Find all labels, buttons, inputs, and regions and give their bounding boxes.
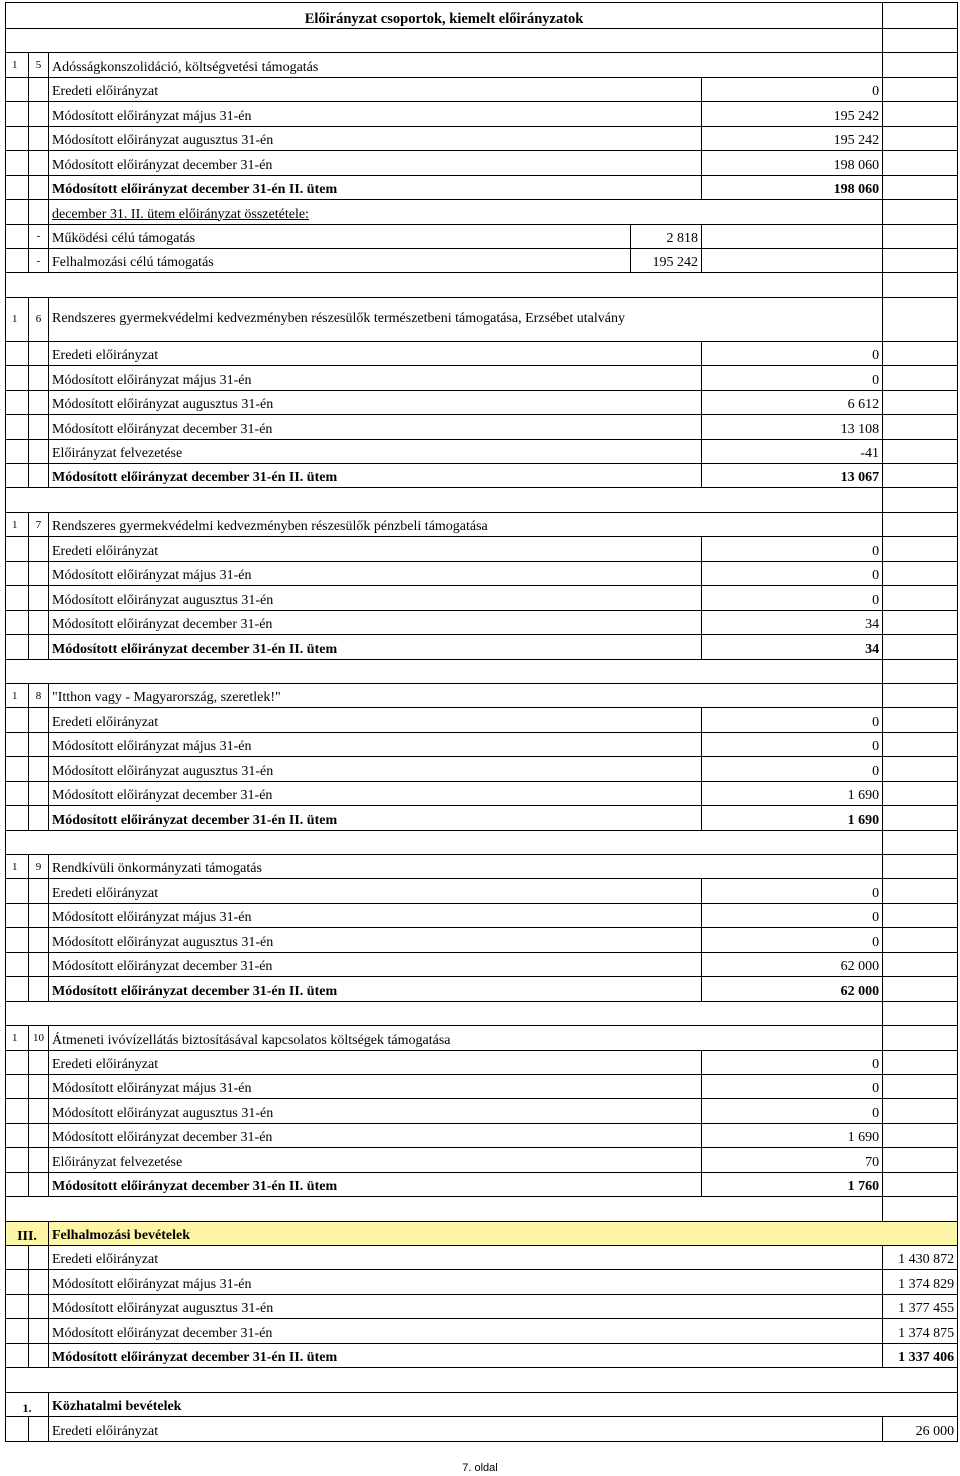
table-row — [6, 708, 958, 732]
table-row — [6, 224, 958, 248]
row-label: Módosított előirányzat december 31-én — [49, 1319, 883, 1343]
dash: - — [29, 248, 49, 272]
section-title: Rendkívüli önkormányzati támogatás — [49, 855, 883, 879]
row-value: 0 — [702, 928, 883, 952]
table-row — [6, 1270, 958, 1294]
header-row — [6, 3, 958, 29]
spacer-row — [6, 488, 958, 512]
row-value: -41 — [702, 439, 883, 463]
row-label: Eredeti előirányzat — [49, 537, 702, 561]
chapter-title: Felhalmozási bevételek — [49, 1221, 958, 1245]
row-value: 0 — [702, 586, 883, 610]
table-row — [6, 952, 958, 976]
row-value: 0 — [702, 537, 883, 561]
table-row — [6, 1246, 958, 1270]
row-label: Eredeti előirányzat — [49, 1246, 883, 1270]
row-value: 198 060 — [702, 151, 883, 175]
row-value: 6 612 — [702, 390, 883, 414]
row-label: Módosított előirányzat május 31-én — [49, 732, 702, 756]
table-row — [6, 415, 958, 439]
row-label: Eredeti előirányzat — [49, 879, 702, 903]
table-row — [6, 366, 958, 390]
table-row — [6, 248, 958, 272]
row-label: Eredeti előirányzat — [49, 341, 702, 365]
total-row — [6, 1172, 958, 1196]
table-row — [6, 561, 958, 585]
row-value: 0 — [702, 1074, 883, 1098]
row-value: 0 — [702, 561, 883, 585]
section-title-row — [6, 855, 958, 879]
table-row — [6, 1294, 958, 1318]
row-label: Módosított előirányzat augusztus 31-én — [49, 928, 702, 952]
item-number: 5 — [29, 53, 49, 77]
page-number: 7. oldal — [462, 1462, 498, 1474]
row-value: 1 377 455 — [883, 1294, 958, 1318]
appropriations-table — [5, 2, 958, 1442]
row-value: 13 108 — [702, 415, 883, 439]
row-value: 34 — [702, 635, 883, 659]
table-row — [6, 1050, 958, 1074]
row-label: Módosított előirányzat május 31-én — [49, 1074, 702, 1098]
row-label: Módosított előirányzat december 31-én — [49, 781, 702, 805]
item-number: 9 — [29, 855, 49, 879]
table-row — [6, 879, 958, 903]
row-label: Módosított előirányzat december 31-én II. ütem — [49, 464, 702, 488]
table-row — [6, 732, 958, 756]
group-number: 1 — [6, 683, 29, 707]
row-label: Módosított előirányzat augusztus 31-én — [49, 757, 702, 781]
row-value: 62 000 — [702, 977, 883, 1001]
row-label: Módosított előirányzat május 31-én — [49, 903, 702, 927]
row-label: Módosított előirányzat augusztus 31-én — [49, 1099, 702, 1123]
composition-row — [6, 200, 958, 224]
row-value: 0 — [702, 757, 883, 781]
subchapter-title: Közhatalmi bevételek — [49, 1392, 958, 1416]
row-label: Módosított előirányzat május 31-én — [49, 1270, 883, 1294]
row-label: Módosított előirányzat december 31-én II. ütem — [49, 806, 702, 830]
row-label: Módosított előirányzat december 31-én — [49, 151, 702, 175]
item-number: 8 — [29, 683, 49, 707]
row-value: 0 — [702, 879, 883, 903]
table-row — [6, 903, 958, 927]
total-row — [6, 1343, 958, 1367]
row-label: Módosított előirányzat május 31-én — [49, 102, 702, 126]
row-label: Módosított előirányzat december 31-én II. ütem — [49, 977, 702, 1001]
table-row — [6, 757, 958, 781]
table-row — [6, 102, 958, 126]
row-value: 0 — [702, 732, 883, 756]
row-value: 70 — [702, 1148, 883, 1172]
table-row — [6, 1319, 958, 1343]
row-value: 1 690 — [702, 806, 883, 830]
row-label: Eredeti előirányzat — [49, 1417, 883, 1441]
section-title-row — [6, 53, 958, 77]
row-label: Eredeti előirányzat — [49, 77, 702, 101]
row-value: 0 — [702, 903, 883, 927]
section-title: "Itthon vagy - Magyarország, szeretlek!" — [49, 683, 883, 707]
row-value: 2 818 — [631, 224, 702, 248]
section-title-row — [6, 512, 958, 536]
row-label: Módosított előirányzat május 31-én — [49, 561, 702, 585]
total-row — [6, 977, 958, 1001]
section-title: Rendszeres gyermekvédelmi kedvezményben részesülők természetbeni támogatása, Erzsébet utalvány — [49, 297, 883, 341]
section-title: Átmeneti ivóvízellátás biztosításával kapcsolatos költségek támogatása — [49, 1026, 883, 1050]
item-number: 6 — [29, 297, 49, 341]
group-number: 1 — [6, 512, 29, 536]
total-row — [6, 806, 958, 830]
row-value: 0 — [702, 1050, 883, 1074]
table-row — [6, 1148, 958, 1172]
table-row — [6, 439, 958, 463]
table-row — [6, 126, 958, 150]
table-row — [6, 586, 958, 610]
row-value: 195 242 — [702, 102, 883, 126]
group-number: 1 — [6, 297, 29, 341]
row-value: 1 374 875 — [883, 1319, 958, 1343]
table-row — [6, 610, 958, 634]
total-row — [6, 175, 958, 199]
row-value: 195 242 — [631, 248, 702, 272]
group-number: 1 — [6, 855, 29, 879]
item-number: 10 — [29, 1026, 49, 1050]
row-label: Módosított előirányzat december 31-én — [49, 610, 702, 634]
row-value: 0 — [702, 366, 883, 390]
row-label: Módosított előirányzat december 31-én — [49, 952, 702, 976]
spacer-row — [6, 1001, 958, 1025]
row-label: Módosított előirányzat december 31-én II. ütem — [49, 1172, 702, 1196]
row-label: Eredeti előirányzat — [49, 708, 702, 732]
subchapter-number: 1. — [6, 1392, 49, 1416]
section-title-row — [6, 297, 958, 341]
table-row — [6, 341, 958, 365]
table-row — [6, 1417, 958, 1441]
row-value: 0 — [702, 708, 883, 732]
table-row — [6, 1099, 958, 1123]
spacer-row — [6, 1368, 958, 1392]
row-label: Működési célú támogatás — [49, 224, 631, 248]
row-value: 34 — [702, 610, 883, 634]
row-label: Módosított előirányzat december 31-én — [49, 1123, 702, 1147]
table-row — [6, 1123, 958, 1147]
row-value: 1 374 829 — [883, 1270, 958, 1294]
table-row — [6, 77, 958, 101]
group-number: 1 — [6, 1026, 29, 1050]
spacer-row — [6, 1197, 958, 1221]
row-value: 1 690 — [702, 781, 883, 805]
row-value: 0 — [702, 1099, 883, 1123]
row-label: Eredeti előirányzat — [49, 1050, 702, 1074]
row-value: 13 067 — [702, 464, 883, 488]
spacer-row — [6, 830, 958, 854]
section-title: Adósságkonszolidáció, költségvetési támogatás — [49, 53, 883, 77]
row-label: Módosított előirányzat augusztus 31-én — [49, 1294, 883, 1318]
row-label: Módosított előirányzat augusztus 31-én — [49, 390, 702, 414]
row-value: 26 000 — [883, 1417, 958, 1441]
item-number: 7 — [29, 512, 49, 536]
subchapter-title-row — [6, 1392, 958, 1416]
row-label: Módosított előirányzat december 31-én II. ütem — [49, 1343, 883, 1367]
row-value: 1 337 406 — [883, 1343, 958, 1367]
row-label: Módosított előirányzat augusztus 31-én — [49, 586, 702, 610]
table-row — [6, 928, 958, 952]
page-title: Előirányzat csoportok, kiemelt előirányzatok — [6, 3, 883, 29]
row-label: Módosított előirányzat december 31-én II. ütem — [49, 635, 702, 659]
total-row — [6, 464, 958, 488]
row-value: 0 — [702, 77, 883, 101]
row-value: 1 430 872 — [883, 1246, 958, 1270]
composition-label: december 31. II. ütem előirányzat összetétele: — [52, 206, 309, 222]
row-value: 1 690 — [702, 1123, 883, 1147]
spacer-row — [6, 659, 958, 683]
row-label: Módosított előirányzat augusztus 31-én — [49, 126, 702, 150]
table-row — [6, 781, 958, 805]
spacer-row — [6, 273, 958, 297]
group-number: 1 — [6, 53, 29, 77]
row-label: Módosított előirányzat december 31-én II. ütem — [49, 175, 702, 199]
section-title-row — [6, 1026, 958, 1050]
row-value: 62 000 — [702, 952, 883, 976]
chapter-number: III. — [6, 1221, 49, 1245]
row-value: 0 — [702, 341, 883, 365]
spacer-row — [6, 29, 958, 53]
total-row — [6, 635, 958, 659]
table-row — [6, 1074, 958, 1098]
row-label: Felhalmozási célú támogatás — [49, 248, 631, 272]
row-label: Előirányzat felvezetése — [49, 439, 702, 463]
table-row — [6, 537, 958, 561]
row-value: 198 060 — [702, 175, 883, 199]
row-value: 1 760 — [702, 1172, 883, 1196]
table-row — [6, 390, 958, 414]
dash: - — [29, 224, 49, 248]
chapter-title-row — [6, 1221, 958, 1245]
section-title: Rendszeres gyermekvédelmi kedvezményben részesülők pénzbeli támogatása — [49, 512, 883, 536]
row-label: Előirányzat felvezetése — [49, 1148, 702, 1172]
row-label: Módosított előirányzat december 31-én — [49, 415, 702, 439]
row-value: 195 242 — [702, 126, 883, 150]
table-row — [6, 151, 958, 175]
section-title-row — [6, 683, 958, 707]
row-label: Módosított előirányzat május 31-én — [49, 366, 702, 390]
